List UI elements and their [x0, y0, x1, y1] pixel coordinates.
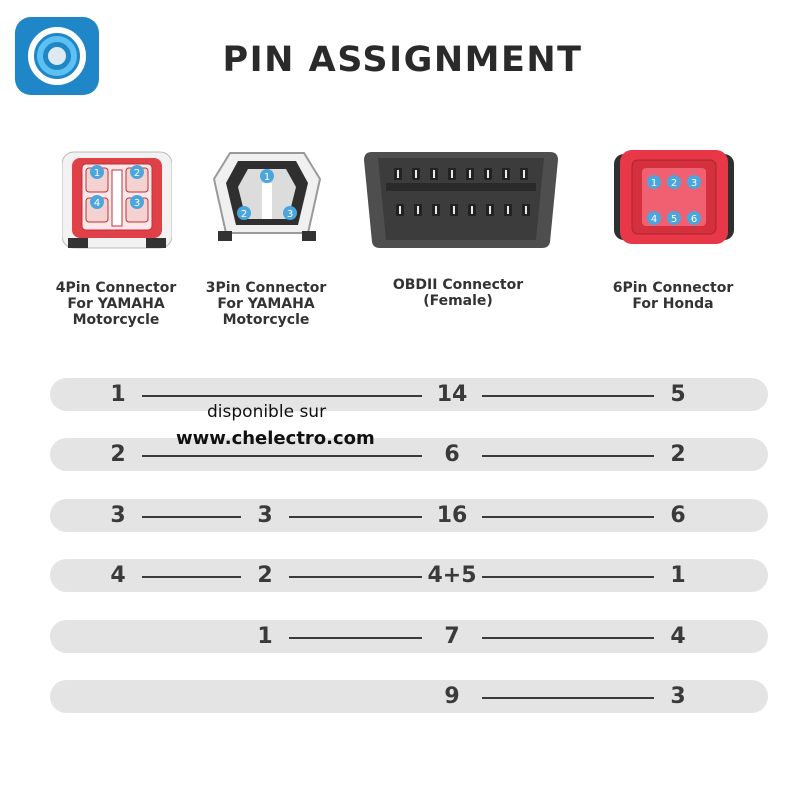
- pin-marker-label: 2: [133, 168, 141, 179]
- pin-marker-label: 2: [670, 178, 678, 189]
- page-title: PIN ASSIGNMENT: [222, 40, 583, 80]
- pin-marker-label: 2: [240, 209, 248, 220]
- pin-marker-label: 1: [650, 178, 658, 189]
- obdii-connector-image: [362, 150, 560, 250]
- connection-line: [482, 637, 654, 639]
- yamaha-4pin-connector-image: [62, 150, 172, 250]
- pin-marker-label: 4: [650, 214, 658, 225]
- pin-mapping-row: [50, 499, 768, 532]
- pin-number-obd: 14: [436, 382, 468, 407]
- yamaha-4pin-label: 4Pin Connector For YAMAHA Motorcycle: [55, 280, 177, 328]
- pin-marker-label: 1: [93, 168, 101, 179]
- pin-number-yamaha4: 2: [110, 442, 126, 467]
- pin-number-obd: 4+5: [427, 563, 477, 588]
- pin-number-yamaha3: 1: [257, 624, 273, 649]
- pin-number-honda6: 6: [670, 503, 686, 528]
- pin-marker-label: 1: [263, 172, 271, 183]
- pin-number-honda6: 3: [670, 684, 686, 709]
- pin-mapping-row: [50, 378, 768, 411]
- yamaha-3pin-label: 3Pin Connector For YAMAHA Motorcycle: [205, 280, 327, 328]
- pin-marker-label: 4: [93, 198, 101, 209]
- pin-number-honda6: 5: [670, 382, 686, 407]
- pin-number-honda6: 2: [670, 442, 686, 467]
- honda-6pin-label: 6Pin Connector For Honda: [612, 280, 734, 312]
- connection-line: [482, 697, 654, 699]
- pin-number-obd: 9: [444, 684, 460, 709]
- pin-number-yamaha4: 3: [110, 503, 126, 528]
- connection-line: [142, 576, 241, 578]
- connection-line: [482, 516, 654, 518]
- pin-number-yamaha4: 1: [110, 382, 126, 407]
- connection-line: [289, 516, 422, 518]
- pin-number-honda6: 4: [670, 624, 686, 649]
- pin-marker-label: 3: [690, 178, 698, 189]
- pin-number-obd: 16: [436, 503, 468, 528]
- pin-marker-label: 5: [670, 214, 678, 225]
- pin-number-yamaha3: 2: [257, 563, 273, 588]
- watermark-line-1: disponible sur: [207, 402, 327, 422]
- pin-mapping-row: [50, 620, 768, 653]
- pin-mapping-row: [50, 680, 768, 713]
- connection-line: [289, 637, 422, 639]
- connection-line: [482, 455, 654, 457]
- pin-number-yamaha3: 3: [257, 503, 273, 528]
- connection-line: [482, 576, 654, 578]
- pin-number-honda6: 1: [670, 563, 686, 588]
- connection-line: [289, 576, 422, 578]
- pin-number-obd: 7: [444, 624, 460, 649]
- obdii-label: OBDII Connector (Female): [392, 277, 524, 309]
- connection-line: [142, 516, 241, 518]
- connection-line: [142, 455, 422, 457]
- pin-marker-label: 6: [690, 214, 698, 225]
- pin-mapping-row: [50, 559, 768, 592]
- watermark-url: www.chelectro.com: [176, 428, 375, 449]
- pin-number-yamaha4: 4: [110, 563, 126, 588]
- honda-6pin-connector-image: [614, 150, 734, 246]
- yamaha-3pin-connector-image: [208, 143, 326, 248]
- connection-line: [142, 395, 422, 397]
- connection-line: [482, 395, 654, 397]
- pin-mapping-row: [50, 438, 768, 471]
- pin-marker-label: 3: [133, 198, 141, 209]
- pin-marker-label: 3: [286, 209, 294, 220]
- pin-number-obd: 6: [444, 442, 460, 467]
